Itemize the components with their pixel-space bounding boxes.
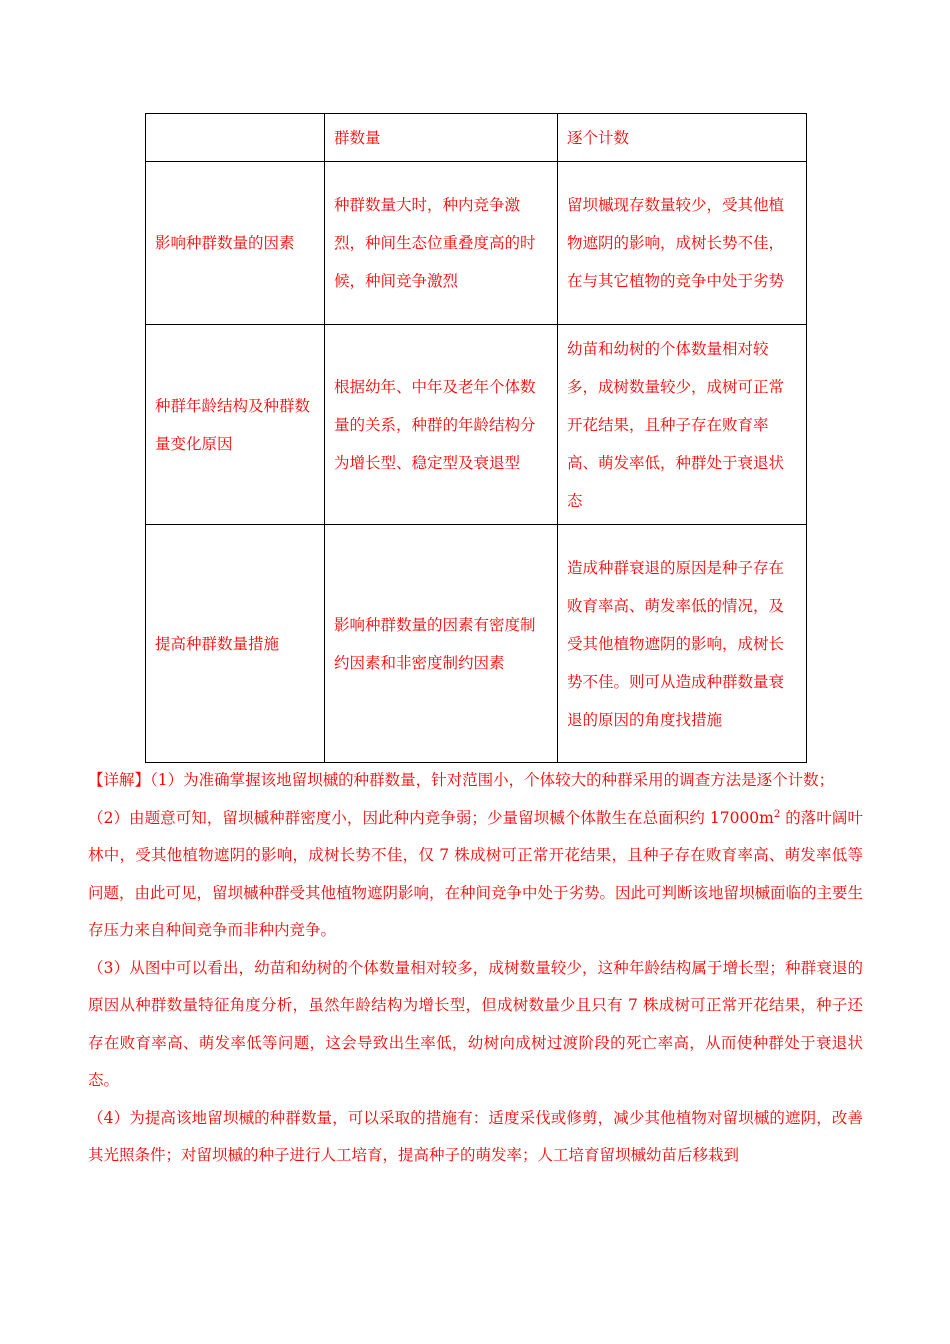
row-label: 提高种群数量措施 [146, 525, 325, 763]
analysis-paragraph-4: （4）为提高该地留坝槭的种群数量，可以采取的措施有：适度采伐或修剪，减少其他植物对留坝槭的遮阴，改善其光照条件；对留坝槭的种子进行人工培育，提高种子的萌发率；人工培育留坝槭幼苗后移栽到 [88, 1108, 863, 1164]
table-row [146, 325, 807, 525]
table-row [146, 162, 807, 325]
table-cell: 造成种群衰退的原因是种子存在败育率高、萌发率低的情况，及受其他植物遮阴的影响，成树长势不佳。则可从造成种群数量衰退的原因的角度找措施 [558, 525, 807, 763]
analysis-text-1: （1）为准确掌握该地留坝槭的种群数量，针对范围小，个体较大的种群采用的调查方法是逐个计数； [150, 771, 835, 789]
row-label: 影响种群数量的因素 [146, 162, 325, 325]
comparison-table [145, 113, 807, 763]
area-unit-superscript: 2 [773, 808, 781, 820]
header-cell-method: 逐个计数 [558, 114, 807, 162]
table-cell: 留坝槭现存数量较少，受其他植物遮阴的影响，成树长势不佳，在与其它植物的竞争中处于劣势 [558, 162, 807, 325]
row-label: 种群年龄结构及种群数量变化原因 [146, 325, 325, 525]
table-cell: 根据幼年、中年及老年个体数量的关系，种群的年龄结构分为增长型、稳定型及衰退型 [325, 325, 558, 525]
table-cell: 幼苗和幼树的个体数量相对较多，成树数量较少，成树可正常开花结果，且种子存在败育率高、萌发率低，种群处于衰退状态 [558, 325, 807, 525]
table-row [146, 525, 807, 763]
header-cell-quantity: 群数量 [325, 114, 558, 162]
analysis-text-2a: （2）由题意可知，留坝槭种群密度小，因此种内竞争弱；少量留坝槭个体散生在总面积约 17000m [88, 808, 774, 827]
table-cell: 种群数量大时，种内竞争激烈，种间生态位重叠度高的时候，种间竞争激烈 [325, 162, 558, 325]
analysis-section [88, 762, 863, 1175]
analysis-paragraph-3: （3）从图中可以看出，幼苗和幼树的个体数量相对较多，成树数量较少，这种年龄结构属于增长型；种群衰退的原因从种群数量特征角度分析，虽然年龄结构为增长型，但成树数量少且只有 7 株成树可正常开花结果，种子还存在败育率高、萌发率低等问题，这会导致出生率低，幼树向成树过渡阶段的死亡率高，从而使种群处于衰退状态。 [88, 958, 863, 1089]
detail-tag: 【详解】 [88, 771, 151, 789]
header-cell-empty [146, 114, 325, 162]
analysis-paragraph-2 [88, 800, 863, 950]
table-cell: 影响种群数量的因素有密度制约因素和非密度制约因素 [325, 525, 558, 763]
table-header-row [146, 114, 807, 162]
analysis-text-2b: 的落叶阔叶林中，受其他植物遮阴的影响，成树长势不佳，仅 7 株成树可正常开花结果，且种子存在败育率高、萌发率低等问题，由此可见，留坝槭种群受其他植物遮阴影响，在种间竞争中处于劣势。因此可判断该地留坝槭面临的主要生存压力来自种间竞争而非种内竞争。 [88, 808, 864, 939]
analysis-paragraph-1 [88, 762, 863, 800]
